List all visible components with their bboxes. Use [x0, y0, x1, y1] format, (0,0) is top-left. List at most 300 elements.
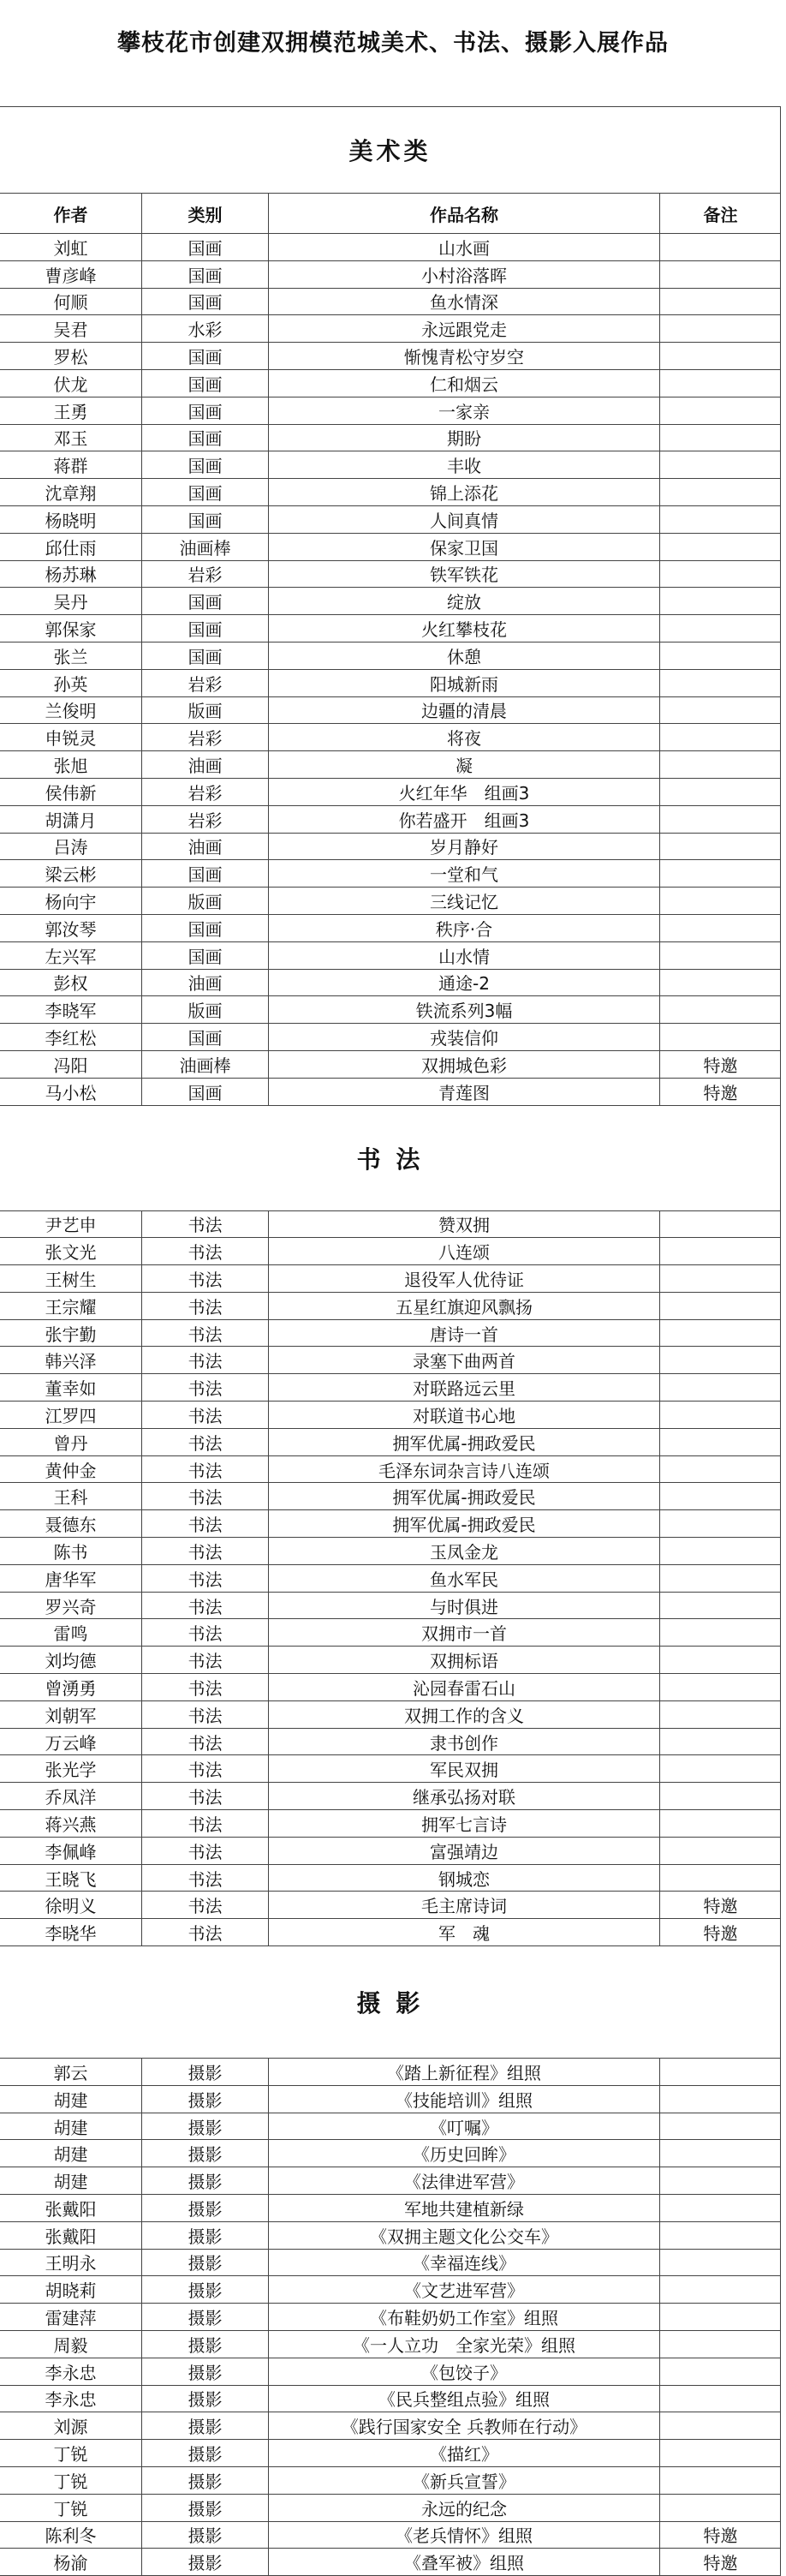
- table-row: [0, 888, 781, 915]
- author-cell: 李佩峰: [0, 1838, 142, 1864]
- work-title-cell: 《包饺子》: [269, 2358, 660, 2385]
- note-cell: [660, 534, 781, 560]
- author-cell: 曾丹: [0, 1429, 142, 1455]
- table-row: [0, 2086, 781, 2113]
- category-cell: 国画: [142, 397, 269, 424]
- category-cell: 国画: [142, 343, 269, 369]
- category-cell: 书法: [142, 1593, 269, 1619]
- note-cell: [660, 1510, 781, 1537]
- category-cell: 摄影: [142, 2331, 269, 2358]
- note-cell: [660, 860, 781, 887]
- note-cell: [660, 588, 781, 614]
- table-row: [0, 1647, 781, 1674]
- note-cell: [660, 289, 781, 315]
- author-cell: 刘朝军: [0, 1701, 142, 1728]
- work-title-cell: 双拥市一首: [269, 1619, 660, 1646]
- category-cell: 摄影: [142, 2059, 269, 2085]
- table-row: [0, 1919, 781, 1946]
- work-title-cell: 双拥标语: [269, 1647, 660, 1673]
- table-row: [0, 2195, 781, 2222]
- author-cell: 郭云: [0, 2059, 142, 2085]
- category-cell: 摄影: [142, 2167, 269, 2194]
- category-cell: 油画棒: [142, 1051, 269, 1078]
- author-cell: 曾湧勇: [0, 1674, 142, 1700]
- table-row: [0, 724, 781, 751]
- author-cell: 王明永: [0, 2250, 142, 2276]
- work-title-cell: 拥军七言诗: [269, 1810, 660, 1837]
- work-title-cell: 富强靖边: [269, 1838, 660, 1864]
- table-row: [0, 2222, 781, 2250]
- note-cell: [660, 670, 781, 696]
- category-cell: 版画: [142, 996, 269, 1023]
- note-cell: [660, 425, 781, 451]
- table-row: [0, 2495, 781, 2522]
- header-author: 作者: [0, 194, 142, 233]
- table-row: [0, 370, 781, 397]
- work-title-cell: 拥军优属-拥政爱民: [269, 1429, 660, 1455]
- category-cell: 摄影: [142, 2086, 269, 2113]
- author-cell: 孙英: [0, 670, 142, 696]
- table-row: [0, 1729, 781, 1756]
- category-cell: 油画: [142, 751, 269, 778]
- category-cell: 摄影: [142, 2440, 269, 2466]
- author-cell: 王树生: [0, 1265, 142, 1292]
- author-cell: 王科: [0, 1483, 142, 1509]
- author-cell: 李永忠: [0, 2358, 142, 2385]
- category-cell: 书法: [142, 1755, 269, 1782]
- header-work: 作品名称: [269, 194, 660, 233]
- author-cell: 刘均德: [0, 1647, 142, 1673]
- art-rows: [0, 234, 781, 1106]
- author-cell: 杨向宇: [0, 888, 142, 914]
- author-cell: 张兰: [0, 643, 142, 669]
- category-cell: 油画: [142, 834, 269, 860]
- section-title-art: 美术类: [0, 107, 781, 193]
- note-cell: [660, 2195, 781, 2221]
- author-cell: 韩兴泽: [0, 1347, 142, 1373]
- note-cell: [660, 1538, 781, 1564]
- author-cell: 黄仲金: [0, 1456, 142, 1483]
- note-cell: [660, 1729, 781, 1755]
- category-cell: 书法: [142, 1483, 269, 1509]
- work-title-cell: 铁军铁花: [269, 561, 660, 588]
- category-cell: 书法: [142, 1265, 269, 1292]
- category-cell: 国画: [142, 261, 269, 288]
- calligraphy-rows: [0, 1210, 781, 1947]
- table-row: [0, 2058, 781, 2086]
- note-cell: [660, 261, 781, 288]
- category-cell: 国画: [142, 1024, 269, 1050]
- note-cell: [660, 1810, 781, 1837]
- category-cell: 摄影: [142, 2195, 269, 2221]
- author-cell: 兰俊明: [0, 697, 142, 724]
- author-cell: 胡建: [0, 2167, 142, 2194]
- work-title-cell: 惭愧青松守岁空: [269, 343, 660, 369]
- author-cell: 雷建萍: [0, 2304, 142, 2330]
- note-cell: [660, 2495, 781, 2521]
- author-cell: 张光学: [0, 1755, 142, 1782]
- section-title-photography: 摄 影: [0, 1946, 781, 2058]
- category-cell: 国画: [142, 915, 269, 941]
- table-row: [0, 1810, 781, 1838]
- category-cell: 国画: [142, 425, 269, 451]
- note-cell: [660, 942, 781, 969]
- category-cell: 书法: [142, 1374, 269, 1401]
- table-row: [0, 2467, 781, 2495]
- category-cell: 书法: [142, 1647, 269, 1673]
- category-cell: 岩彩: [142, 724, 269, 750]
- author-cell: 罗松: [0, 343, 142, 369]
- table-row: [0, 1538, 781, 1565]
- author-cell: 冯阳: [0, 1051, 142, 1078]
- table-row: [0, 1892, 781, 1919]
- author-cell: 杨苏琳: [0, 561, 142, 588]
- work-title-cell: 《幸福连线》: [269, 2250, 660, 2276]
- work-title-cell: 锦上添花: [269, 479, 660, 505]
- note-cell: [660, 643, 781, 669]
- table-row: [0, 1320, 781, 1348]
- table-row: [0, 1051, 781, 1079]
- category-cell: 书法: [142, 1729, 269, 1755]
- note-cell: [660, 315, 781, 342]
- note-cell: [660, 1647, 781, 1673]
- note-cell: [660, 1755, 781, 1782]
- category-cell: 国画: [142, 289, 269, 315]
- note-cell: 特邀: [703, 1923, 738, 1945]
- note-cell: [660, 1320, 781, 1347]
- table-row: [0, 1565, 781, 1593]
- author-cell: 伏龙: [0, 370, 142, 397]
- table-row: [0, 1674, 781, 1701]
- note-cell: [660, 1593, 781, 1619]
- note-cell: 特邀: [703, 2525, 738, 2547]
- note-cell: [660, 1783, 781, 1809]
- note-cell: [660, 2086, 781, 2113]
- note-cell: [660, 697, 781, 724]
- author-cell: 刘虹: [0, 234, 142, 260]
- category-cell: 油画棒: [142, 534, 269, 560]
- table-row: [0, 1347, 781, 1374]
- table-row: [0, 697, 781, 725]
- note-cell: 特邀: [703, 2553, 738, 2574]
- category-cell: 摄影: [142, 2250, 269, 2276]
- author-cell: 万云峰: [0, 1729, 142, 1755]
- table-row: [0, 1429, 781, 1456]
- table-row: [0, 970, 781, 997]
- note-cell: [660, 2386, 781, 2412]
- table-row: [0, 2331, 781, 2358]
- work-title-cell: 沁园春雷石山: [269, 1674, 660, 1700]
- category-cell: 水彩: [142, 315, 269, 342]
- note-cell: [660, 2113, 781, 2140]
- category-cell: 书法: [142, 1783, 269, 1809]
- note-cell: [660, 1024, 781, 1050]
- note-cell: [660, 1619, 781, 1646]
- exhibition-table: [0, 106, 781, 2576]
- work-title-cell: 休憩: [269, 643, 660, 669]
- table-row: [0, 1210, 781, 1239]
- work-title-cell: 毛主席诗词: [269, 1892, 660, 1918]
- work-title-cell: 《一人立功 全家光荣》组照: [269, 2331, 660, 2358]
- category-cell: 书法: [142, 1674, 269, 1700]
- table-row: [0, 1238, 781, 1265]
- category-cell: 书法: [142, 1892, 269, 1918]
- work-title-cell: 三线记忆: [269, 888, 660, 914]
- work-title-cell: 鱼水情深: [269, 289, 660, 315]
- table-row: [0, 261, 781, 289]
- author-cell: 邱仕雨: [0, 534, 142, 560]
- note-cell: [660, 1483, 781, 1509]
- table-row: [0, 1838, 781, 1865]
- author-cell: 吴丹: [0, 588, 142, 614]
- author-cell: 张旭: [0, 751, 142, 778]
- category-cell: 书法: [142, 1810, 269, 1837]
- note-cell: [660, 479, 781, 505]
- author-cell: 曹彦峰: [0, 261, 142, 288]
- category-cell: 书法: [142, 1429, 269, 1455]
- author-cell: 郭保家: [0, 615, 142, 642]
- author-cell: 陈书: [0, 1538, 142, 1564]
- work-title-cell: 《技能培训》组照: [269, 2086, 660, 2113]
- category-cell: 摄影: [142, 2304, 269, 2330]
- work-title-cell: 丰收: [269, 451, 660, 478]
- work-title-cell: 《历史回眸》: [269, 2140, 660, 2167]
- note-cell: [660, 370, 781, 397]
- work-title-cell: 永远的纪念: [269, 2495, 660, 2521]
- work-title-cell: 《法律进军营》: [269, 2167, 660, 2194]
- work-title-cell: 一堂和气: [269, 860, 660, 887]
- work-title-cell: 拥军优属-拥政爱民: [269, 1510, 660, 1537]
- note-cell: [660, 506, 781, 533]
- category-cell: 国画: [142, 643, 269, 669]
- note-cell: [660, 1347, 781, 1373]
- author-cell: 刘源: [0, 2412, 142, 2439]
- category-cell: 书法: [142, 1510, 269, 1537]
- note-cell: [660, 1293, 781, 1319]
- category-cell: 书法: [142, 1701, 269, 1728]
- author-cell: 胡建: [0, 2086, 142, 2113]
- work-title-cell: 隶书创作: [269, 1729, 660, 1755]
- note-cell: [660, 1865, 781, 1892]
- table-row: [0, 1593, 781, 1620]
- table-row: [0, 751, 781, 779]
- work-title-cell: 玉凤金龙: [269, 1538, 660, 1564]
- author-cell: 张戴阳: [0, 2222, 142, 2249]
- table-row: [0, 1755, 781, 1783]
- work-title-cell: 退役军人优待证: [269, 1265, 660, 1292]
- category-cell: 国画: [142, 234, 269, 260]
- author-cell: 李永忠: [0, 2386, 142, 2412]
- note-cell: [660, 397, 781, 424]
- author-cell: 唐华军: [0, 1565, 142, 1592]
- work-title-cell: 《新兵宣誓》: [269, 2467, 660, 2494]
- category-cell: 岩彩: [142, 670, 269, 696]
- category-cell: 岩彩: [142, 779, 269, 805]
- author-cell: 胡建: [0, 2140, 142, 2167]
- table-header: [0, 193, 781, 234]
- table-row: [0, 1701, 781, 1729]
- note-cell: [660, 615, 781, 642]
- note-cell: [660, 834, 781, 860]
- work-title-cell: 鱼水军民: [269, 1565, 660, 1592]
- author-cell: 李红松: [0, 1024, 142, 1050]
- note-cell: [660, 1838, 781, 1864]
- table-row: [0, 996, 781, 1024]
- category-cell: 摄影: [142, 2276, 269, 2303]
- table-row: [0, 2412, 781, 2440]
- author-cell: 张宇勤: [0, 1320, 142, 1347]
- note-cell: [660, 234, 781, 260]
- table-row: [0, 588, 781, 615]
- work-title-cell: 你若盛开 组画3: [269, 806, 660, 833]
- work-title-cell: 《踏上新征程》组照: [269, 2059, 660, 2085]
- note-cell: [660, 779, 781, 805]
- author-cell: 张文光: [0, 1238, 142, 1264]
- table-row: [0, 2358, 781, 2386]
- work-title-cell: 火红攀枝花: [269, 615, 660, 642]
- work-title-cell: 岁月静好: [269, 834, 660, 860]
- work-title-cell: 通途-2: [269, 970, 660, 996]
- work-title-cell: 《双拥主题文化公交车》: [269, 2222, 660, 2249]
- author-cell: 彭权: [0, 970, 142, 996]
- category-cell: 国画: [142, 479, 269, 505]
- note-cell: [660, 2412, 781, 2439]
- work-title-cell: 《布鞋奶奶工作室》组照: [269, 2304, 660, 2330]
- category-cell: 版画: [142, 697, 269, 724]
- table-row: [0, 615, 781, 643]
- work-title-cell: 戎装信仰: [269, 1024, 660, 1050]
- table-row: [0, 343, 781, 370]
- table-row: [0, 942, 781, 970]
- category-cell: 国画: [142, 588, 269, 614]
- work-title-cell: 拥军优属-拥政爱民: [269, 1483, 660, 1509]
- author-cell: 李晓华: [0, 1919, 142, 1945]
- note-cell: [660, 1456, 781, 1483]
- table-row: [0, 2549, 781, 2576]
- work-title-cell: 阳城新雨: [269, 670, 660, 696]
- author-cell: 雷鸣: [0, 1619, 142, 1646]
- work-title-cell: 八连颂: [269, 1238, 660, 1264]
- table-row: [0, 915, 781, 942]
- note-cell: [660, 1238, 781, 1264]
- category-cell: 国画: [142, 860, 269, 887]
- table-row: [0, 289, 781, 316]
- category-cell: 书法: [142, 1320, 269, 1347]
- author-cell: 邓玉: [0, 425, 142, 451]
- work-title-cell: 对联路远云里: [269, 1374, 660, 1401]
- author-cell: 王宗耀: [0, 1293, 142, 1319]
- table-row: [0, 534, 781, 561]
- note-cell: [660, 1211, 781, 1238]
- work-title-cell: 继承弘扬对联: [269, 1783, 660, 1809]
- category-cell: 摄影: [142, 2549, 269, 2575]
- note-cell: [660, 2222, 781, 2249]
- category-cell: 国画: [142, 451, 269, 478]
- author-cell: 杨晓明: [0, 506, 142, 533]
- work-title-cell: 边疆的清晨: [269, 697, 660, 724]
- note-cell: [660, 888, 781, 914]
- category-cell: 书法: [142, 1293, 269, 1319]
- work-title-cell: 凝: [269, 751, 660, 778]
- category-cell: 书法: [142, 1238, 269, 1264]
- category-cell: 摄影: [142, 2140, 269, 2167]
- note-cell: [660, 2331, 781, 2358]
- note-cell: [660, 1265, 781, 1292]
- table-row: [0, 425, 781, 452]
- photography-rows: [0, 2058, 781, 2576]
- author-cell: 何顺: [0, 289, 142, 315]
- author-cell: 马小松: [0, 1079, 142, 1105]
- table-row: [0, 2440, 781, 2467]
- note-cell: [660, 724, 781, 750]
- category-cell: 油画: [142, 970, 269, 996]
- work-title-cell: 军地共建植新绿: [269, 2195, 660, 2221]
- table-row: [0, 834, 781, 861]
- note-cell: [660, 2140, 781, 2167]
- author-cell: 侯伟新: [0, 779, 142, 805]
- note-cell: [660, 2250, 781, 2276]
- page-title: 攀枝花市创建双拥模范城美术、书法、摄影入展作品: [117, 30, 669, 57]
- table-row: [0, 1619, 781, 1647]
- work-title-cell: 《描红》: [269, 2440, 660, 2466]
- table-row: [0, 506, 781, 534]
- author-cell: 杨渝: [0, 2549, 142, 2575]
- work-title-cell: 小村浴落晖: [269, 261, 660, 288]
- work-title-cell: 《民兵整组点验》组照: [269, 2386, 660, 2412]
- table-row: [0, 860, 781, 888]
- author-cell: 胡潇月: [0, 806, 142, 833]
- category-cell: 书法: [142, 1838, 269, 1864]
- category-cell: 书法: [142, 1402, 269, 1428]
- work-title-cell: 《践行国家安全 兵教师在行动》: [269, 2412, 660, 2439]
- table-row: [0, 451, 781, 479]
- table-row: [0, 2304, 781, 2331]
- category-cell: 书法: [142, 1211, 269, 1238]
- category-cell: 国画: [142, 615, 269, 642]
- work-title-cell: 山水情: [269, 942, 660, 969]
- note-cell: 特邀: [703, 1082, 738, 1103]
- work-title-cell: 《文艺进军营》: [269, 2276, 660, 2303]
- work-title-cell: 铁流系列3幅: [269, 996, 660, 1023]
- table-row: [0, 1456, 781, 1484]
- category-cell: 国画: [142, 506, 269, 533]
- category-cell: 岩彩: [142, 806, 269, 833]
- section-title-calligraphy: 书 法: [0, 1106, 781, 1210]
- table-row: [0, 2386, 781, 2413]
- note-cell: [660, 451, 781, 478]
- work-title-cell: 《老兵情怀》组照: [269, 2522, 660, 2549]
- author-cell: 郭汝琴: [0, 915, 142, 941]
- note-cell: [660, 996, 781, 1023]
- work-title-cell: 军 魂: [269, 1919, 660, 1945]
- work-title-cell: 山水画: [269, 234, 660, 260]
- category-cell: 国画: [142, 1079, 269, 1105]
- category-cell: 书法: [142, 1565, 269, 1592]
- table-row: [0, 643, 781, 670]
- author-cell: 聂德东: [0, 1510, 142, 1537]
- category-cell: 摄影: [142, 2358, 269, 2385]
- header-category: 类别: [142, 194, 269, 233]
- note-cell: 特邀: [703, 1896, 738, 1917]
- work-title-cell: 仁和烟云: [269, 370, 660, 397]
- work-title-cell: 《叮嘱》: [269, 2113, 660, 2140]
- table-row: [0, 2276, 781, 2304]
- work-title-cell: 人间真情: [269, 506, 660, 533]
- note-cell: [660, 561, 781, 588]
- author-cell: 董幸如: [0, 1374, 142, 1401]
- category-cell: 书法: [142, 1347, 269, 1373]
- author-cell: 左兴军: [0, 942, 142, 969]
